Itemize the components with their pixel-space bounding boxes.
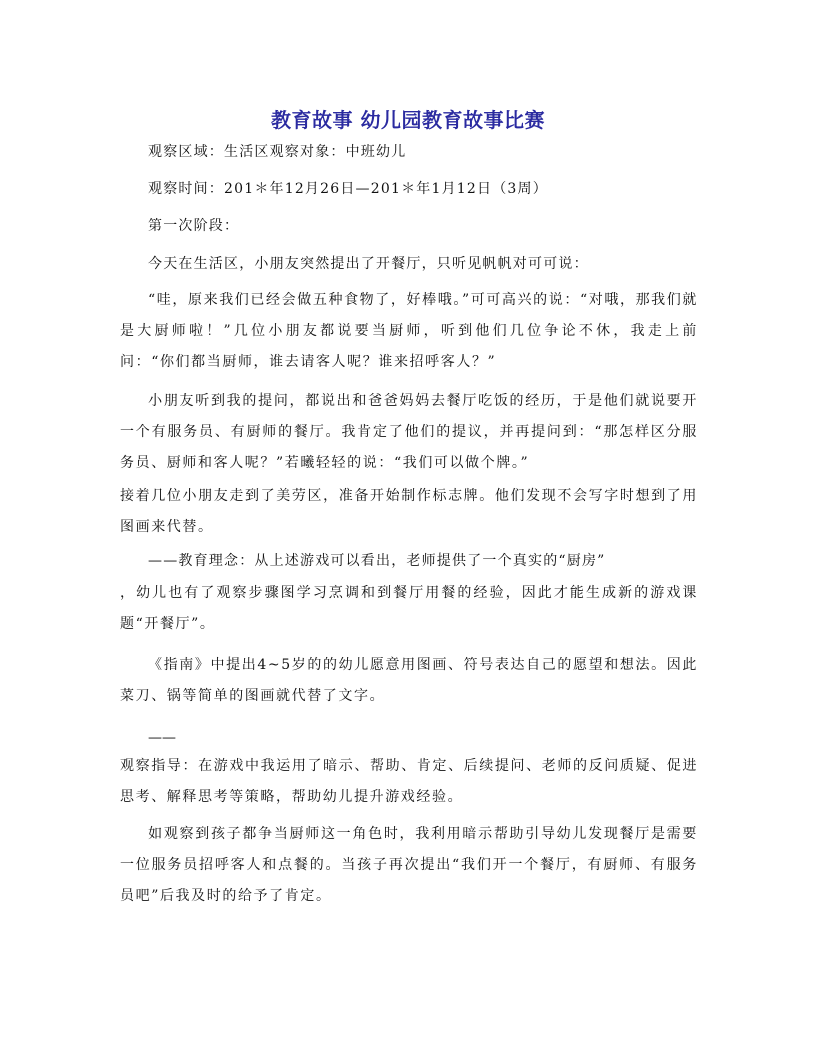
paragraph-5-lead: ——教育理念：从上述游戏可以看出，老师提供了一个真实的“厨房” (148, 553, 606, 569)
observe-time-line: 观察时间：201＊年12月26日—201＊年1月12日（3周） (148, 181, 548, 197)
paragraph-7-text: 观察指导：在游戏中我运用了暗示、帮助、肯定、后续提问、老师的反问质疑、促进思考、解释思考等策略，帮助幼儿提升游戏经验。 (120, 758, 698, 805)
paragraph-2-text: “哇，原来我们已经会做五种食物了，好棒哦。”可可高兴的说：“对哦，那我们就是大厨师啦！”几位小朋友都说要当厨师，听到他们几位争论不休，我走上前问：“你们都当厨师，谁去请客人呢？谁来招呼客人？” (120, 292, 698, 370)
paragraph-8 (120, 819, 698, 912)
paragraph-7 (120, 751, 698, 813)
stage-heading: 第一次阶段： (148, 218, 240, 234)
paragraph-5 (120, 578, 698, 640)
paragraph-8-text: 如观察到孩子都争当厨师这一角色时，我利用暗示帮助引导幼儿发现餐厅是需要一位服务员招呼客人和点餐的。当孩子再次提出“我们开一个餐厅，有厨师、有服务员吧”后我及时的给予了肯定。 (120, 826, 698, 904)
paragraph-2 (120, 285, 698, 378)
separator-dash: —— (148, 730, 176, 746)
paragraph-4 (120, 481, 698, 543)
paragraph-4-text: 接着几位小朋友走到了美劳区，准备开始制作标志牌。他们发现不会写字时想到了用图画来代替。 (120, 488, 698, 535)
document-title: 教育故事 幼儿园教育故事比赛 (271, 108, 545, 132)
paragraph-6-text: 《指南》中提出4~5岁的的幼儿愿意用图画、符号表达自己的愿望和想法。因此菜刀、锅等简单的图画就代替了文字。 (120, 657, 698, 704)
observe-area-line: 观察区域：生活区观察对象：中班幼儿 (148, 144, 407, 160)
paragraph-3 (120, 386, 698, 479)
paragraph-5-text: ，幼儿也有了观察步骤图学习烹调和到餐厅用餐的经验，因此才能生成新的游戏课题“开餐厅”。 (120, 585, 698, 632)
paragraph-3-text: 小朋友听到我的提问，都说出和爸爸妈妈去餐厅吃饭的经历，于是他们就说要开一个有服务员、有厨师的餐厅。我肯定了他们的提议，并再提问到：“那怎样区分服务员、厨师和客人呢？”若曦轻轻的说：“我们可以做个牌。” (120, 393, 698, 471)
paragraph-1: 今天在生活区，小朋友突然提出了开餐厅，只听见帆帆对可可说： (148, 256, 589, 272)
paragraph-6 (120, 650, 698, 712)
